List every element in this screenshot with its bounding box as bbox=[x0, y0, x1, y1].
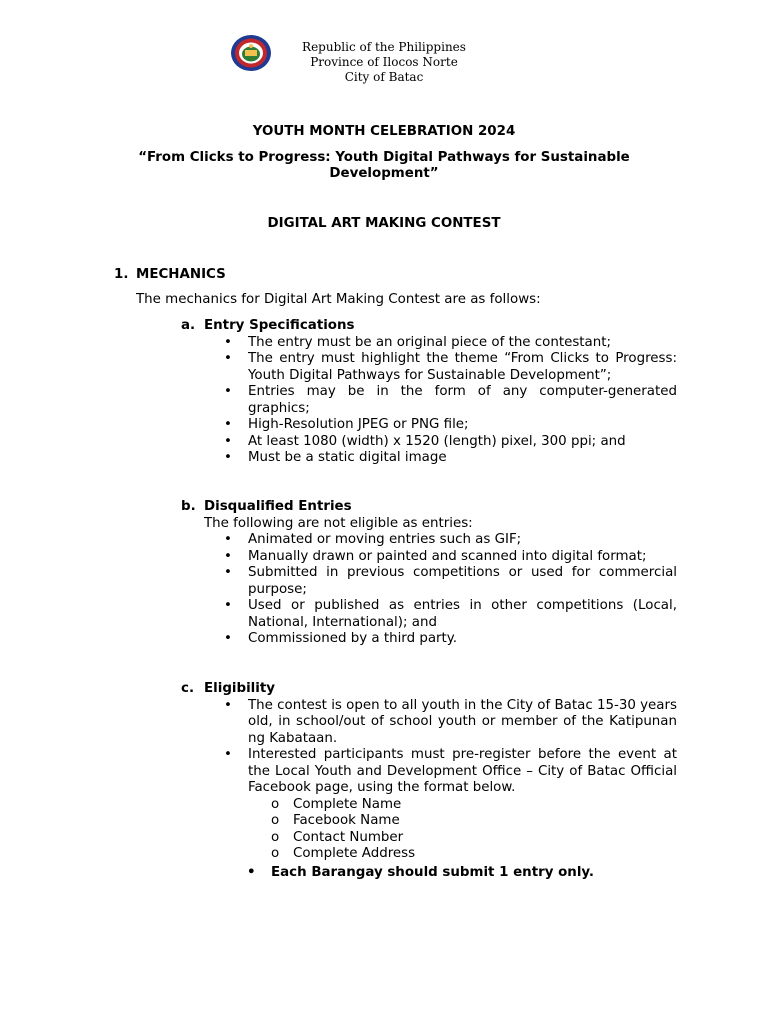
subsection-title: Disqualified Entries bbox=[204, 499, 352, 514]
event-theme-text: “From Clicks to Progress: Youth Digital Pathways for Sustainable Development” bbox=[138, 150, 630, 181]
disqualified-entries bbox=[181, 499, 677, 648]
city-seal-icon bbox=[230, 34, 272, 72]
format-item: o Complete Address bbox=[293, 846, 677, 863]
letterhead bbox=[284, 40, 484, 85]
format-item: o Complete Name bbox=[293, 797, 677, 814]
header-city: City of Batac bbox=[344, 70, 424, 84]
eligibility-heading bbox=[181, 681, 677, 698]
list-item: • The entry must highlight the theme “From Clicks to Progress: Youth Digital Pathways for Sustainable Development”; bbox=[248, 351, 677, 384]
list-item: • At least 1080 (width) x 1520 (length) pixel, 300 ppi; and bbox=[248, 434, 677, 451]
list-item: • Used or published as entries in other competitions (Local, National, International); and bbox=[248, 598, 677, 631]
format-item: o Contact Number bbox=[293, 830, 677, 847]
list-item: • High-Resolution JPEG or PNG file; bbox=[248, 417, 677, 434]
format-item: o Facebook Name bbox=[293, 813, 677, 830]
entry-specifications bbox=[181, 318, 677, 467]
list-item: • The contest is open to all youth in the City of Batac 15-30 years old, in school/out of school youth or member of the Katipunan ng Kabataan. bbox=[248, 698, 677, 748]
eligibility bbox=[181, 681, 677, 881]
event-title: YOUTH MONTH CELEBRATION 2024 bbox=[252, 124, 516, 139]
subsection-title: Eligibility bbox=[204, 681, 275, 696]
entry-specifications-list bbox=[248, 335, 677, 467]
subsection-letter: b. bbox=[181, 499, 196, 514]
disqualified-intro: The following are not eligible as entries: bbox=[204, 515, 473, 531]
subsection-letter: c. bbox=[181, 681, 195, 696]
section-title: MECHANICS bbox=[136, 267, 226, 282]
list-item: • Must be a static digital image bbox=[248, 450, 677, 467]
mechanics-intro: The mechanics for Digital Art Making Contest are as follows: bbox=[136, 292, 541, 307]
disqualified-entries-heading bbox=[181, 499, 677, 516]
header-republic: Republic of the Philippines bbox=[302, 40, 466, 54]
list-item: • Commissioned by a third party. bbox=[248, 631, 677, 648]
subsection-title: Entry Specifications bbox=[204, 318, 355, 333]
registration-format-list bbox=[293, 797, 677, 863]
list-item: • The entry must be an original piece of the contestant; bbox=[248, 335, 677, 352]
event-theme bbox=[0, 150, 768, 182]
list-item: • Manually drawn or painted and scanned into digital format; bbox=[248, 549, 677, 566]
list-item: • Animated or moving entries such as GIF; bbox=[248, 532, 677, 549]
subsection-letter: a. bbox=[181, 318, 196, 333]
list-item: • Interested participants must pre-register before the event at the Local Youth and Development Office – City of Batac Official Facebook page, using the format below. bbox=[248, 747, 677, 797]
barangay-entry-note: • Each Barangay should submit 1 entry only. bbox=[271, 865, 677, 882]
section-mechanics-heading bbox=[114, 267, 226, 283]
header-province: Province of Ilocos Norte bbox=[310, 55, 458, 69]
disqualified-entries-list bbox=[248, 532, 677, 648]
eligibility-list bbox=[248, 698, 677, 797]
contest-title: DIGITAL ART MAKING CONTEST bbox=[267, 216, 501, 231]
entry-specifications-heading bbox=[181, 318, 677, 335]
eligibility-note-list bbox=[271, 865, 677, 882]
list-item: • Submitted in previous competitions or used for commercial purpose; bbox=[248, 565, 677, 598]
section-number: 1. bbox=[114, 267, 129, 282]
list-item: • Entries may be in the form of any computer-generated graphics; bbox=[248, 384, 677, 417]
